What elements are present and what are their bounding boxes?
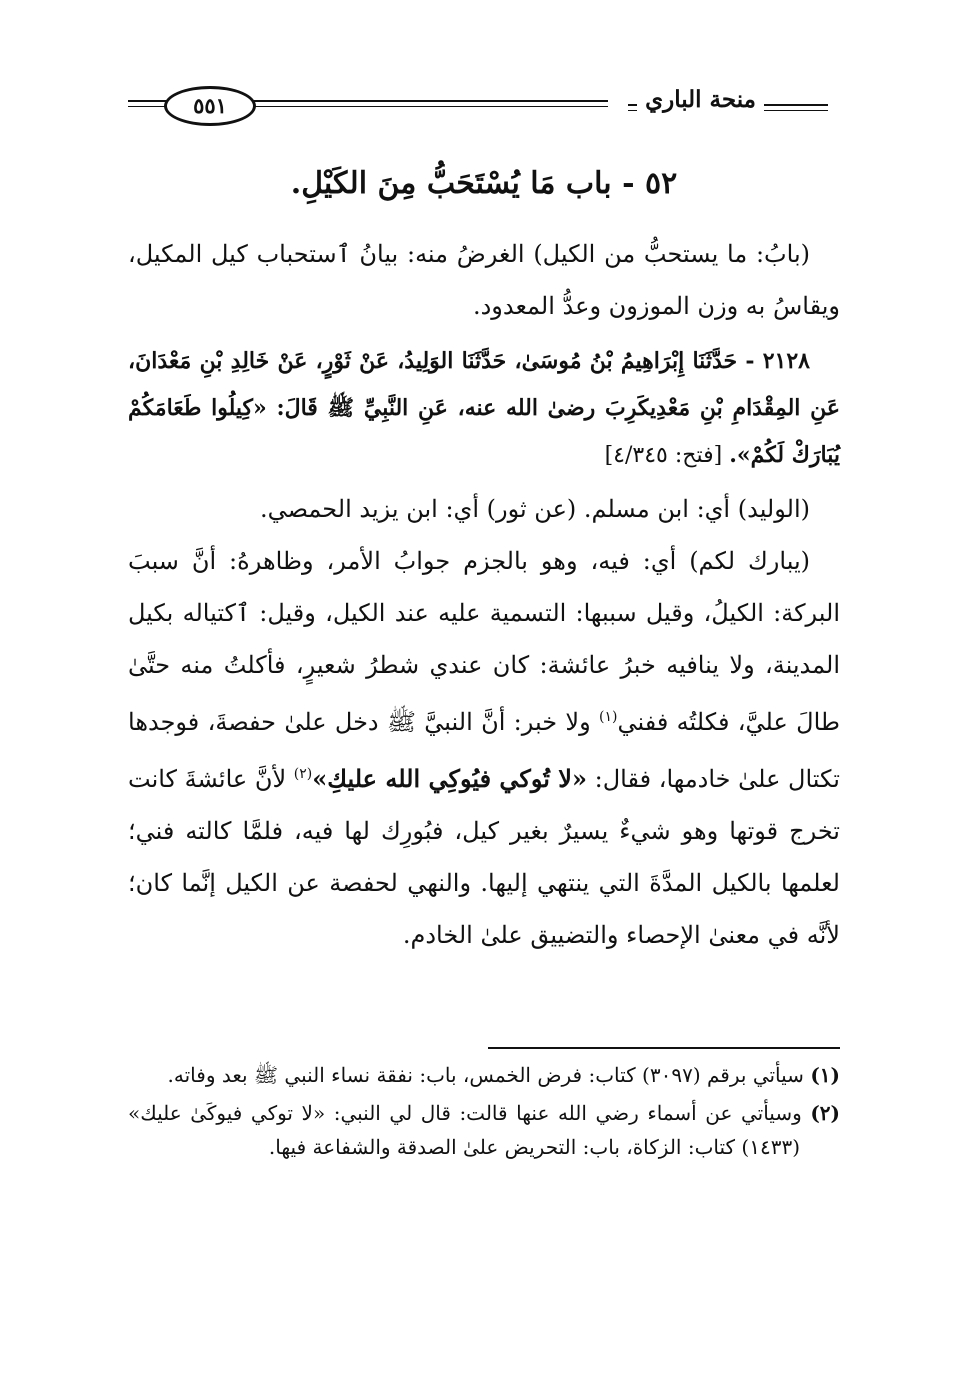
commentary-part-3: لأنَّ عائشةَ كانت تخرج قوتها وهو شيءٌ يسيرٌ بغير كيل، فبُورِك لها فيه، فلمَّا كالته فني؛ لعلمها بالكيل المدَّةَ التي ينتهي إليها. والنهي لحفصة عن الكيل إنَّما كان؛ لأنَّه في معنىٰ الإحصاء والتضييق علىٰ الخادم. [128,765,840,949]
paragraph-commentary [128,535,840,961]
running-header [128,84,828,128]
hadith-paragraph [128,338,840,479]
book-title: منحة الباري [637,86,764,113]
footnote-1-text: سيأتي برقم (٣٠٩٧) كتاب: فرض الخمس، باب: نفقة نساء النبي ﷺ بعد وفاته. [167,1063,804,1087]
footnote-2 [128,1096,840,1164]
footnotes [128,1058,840,1168]
paragraph-intro: (بابُ: ما يستحبُّ من الكيل) الغرضُ منه: بيانُ ٱستحباب كيل المكيل، ويقاسُ به وزن الموزون وعدُّ المعدود. [128,240,840,320]
footnote-2-mark: (٢) [810,1101,840,1125]
page-number: ٥٥١ [164,86,256,126]
footnote-1-mark: (١) [810,1063,840,1087]
hadith-reference: [فتح: ٤/٣٤٥] [604,443,723,468]
commentary-part-1: (يبارك لكم) أي: فيه، وهو بالجزم جوابُ الأمر، وظاهرهُ: أنَّ سببَ البركة: الكيلُ، وقيل سببها: التسمية عليه عند الكيل، وقيل: ٱكتياله بكيل المدينة، ولا ينافيه خبرُ عائشة: كان عندي شطرُ شعيرٍ، فأكلتُ منه حتَّىٰ طالَ عليَّ، فكلتُه ففني [128,547,840,736]
chapter-title: ٥٢ - باب مَا يُسْتَحَبُّ مِنَ الكَيْلِ. [290,166,678,201]
footnote-marker-1: (١) [599,709,618,725]
commentary-quote: «لا تُوكي فيُوكِي الله عليكِ» [312,764,587,793]
hadith-text: ٢١٢٨ - حَدَّثَنَا إِبْرَاهِيمُ بْنُ مُوسَىٰ، حَدَّثَنَا الوَلِيدُ، عَنْ ثَوْرٍ، عَنْ خَالِدِ بْنِ مَعْدَانَ، عَنِ المِقْدَامِ بْنِ مَعْدِيكَرِبَ رضىٰ الله عنه، عَنِ النَّبِيِّ ﷺ قَالَ: «كِيلُوا طَعَامَكُمْ يُبَارَكْ لَكُمْ». [128,348,840,468]
main-text [128,228,840,961]
commentary-part-2: ولا خبر: أنَّ النبيَّ ﷺ دخل علىٰ حفصةَ، فوجدها تكتال علىٰ خادمها، فقال: [128,708,840,793]
footnote-separator [488,1047,840,1049]
footnote-1 [128,1058,840,1092]
paragraph-narrators: (الوليد) أي: ابن مسلم. (عن ثور) أي: ابن يزيد الحمصي. [259,495,810,523]
footnote-2-text: وسيأتي عن أسماء رضي الله عنها قالت: قال لي النبي: «لا توكي فيوكَىٰ عليك» (١٤٣٣) كتاب: الزكاة، باب: التحريض علىٰ الصدقة والشفاعة فيها. [128,1101,802,1159]
footnote-marker-2: (٢) [293,766,313,782]
